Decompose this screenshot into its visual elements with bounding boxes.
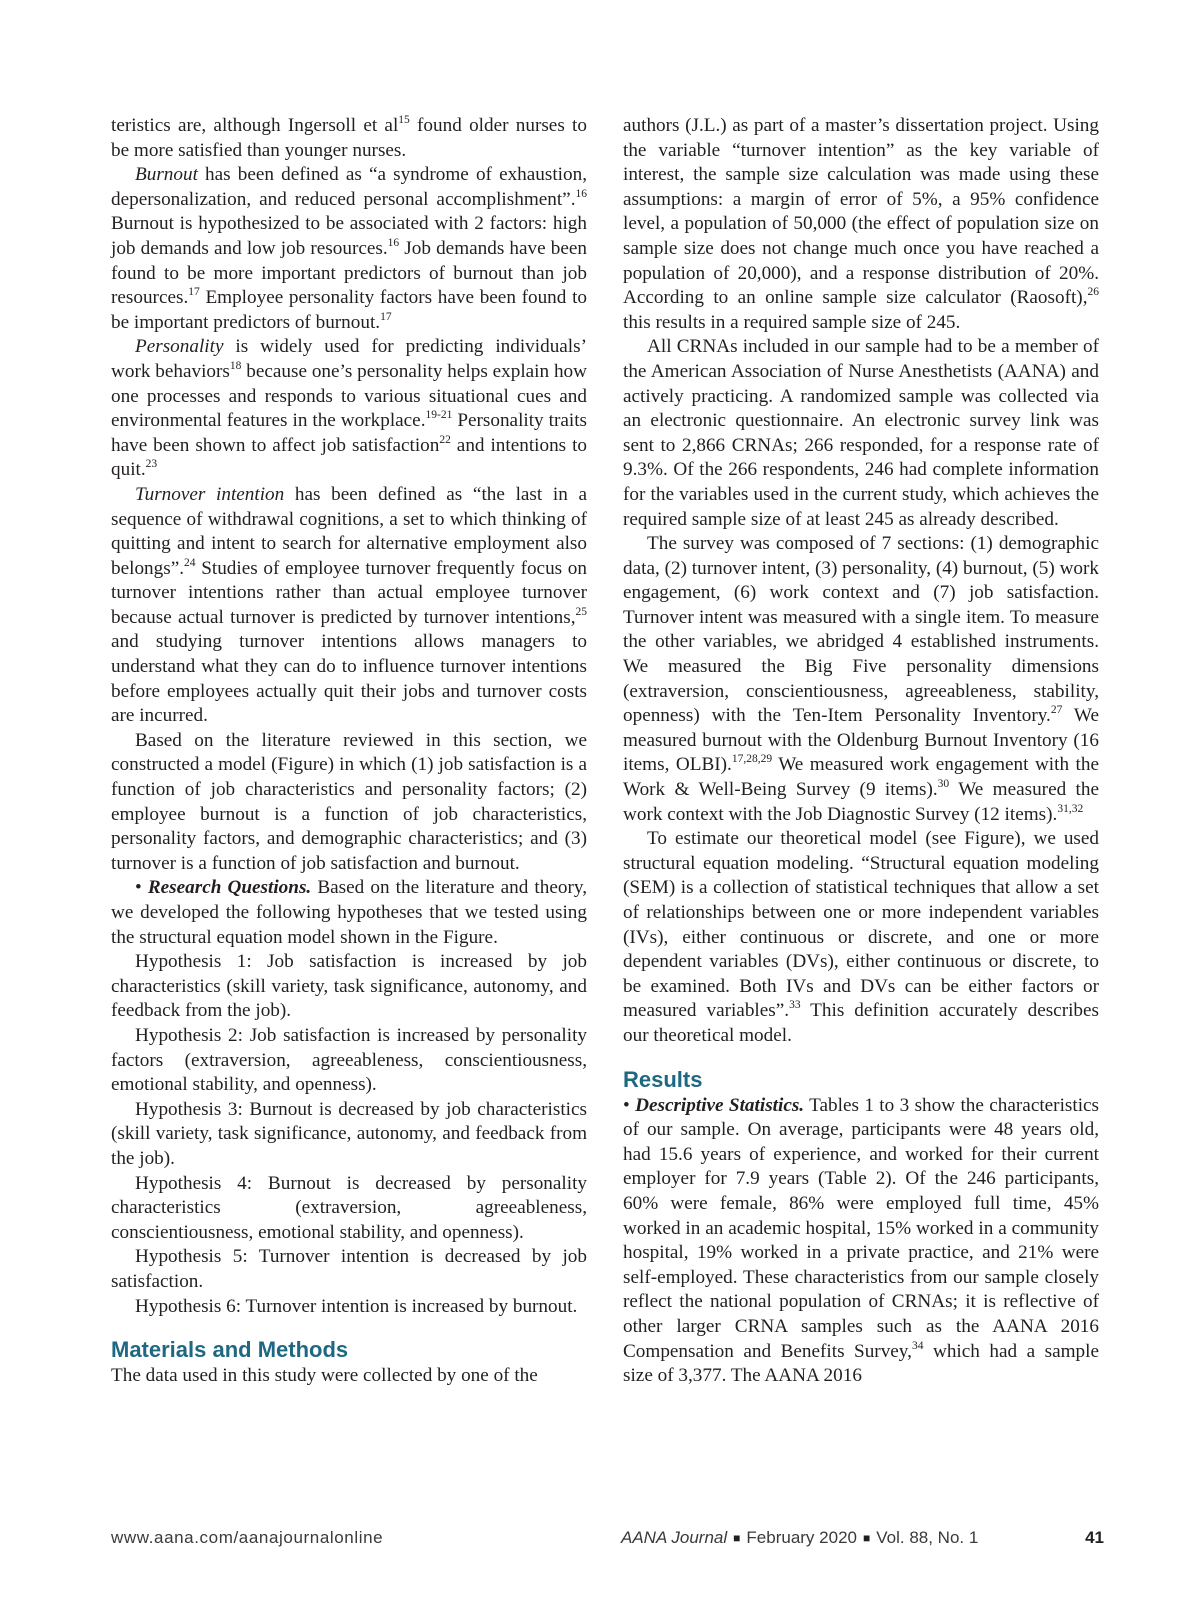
square-separator-icon: ■: [862, 1531, 871, 1545]
journal-name: AANA Journal: [621, 1528, 728, 1547]
footer-url[interactable]: www.aana.com/aanajournalonline: [111, 1528, 384, 1547]
paragraph-research-questions: • Research Questions. Based on the literature and theory, we developed the following hypotheses that we tested using the structural equation model shown in the Figure.: [111, 877, 587, 948]
volume-issue: Vol. 88, No. 1: [876, 1528, 979, 1547]
paragraph-model: Based on the literature reviewed in this section, we constructed a model (Figure) in which (1) job satisfaction is a function of job characteristics and personality factors; (2) employee burnout is a function of job characteristics, personality factors, and demographic characteristics; and (3) turnover is a function of job satisfaction and burnout.: [111, 729, 587, 874]
paragraph-sample: All CRNAs included in our sample had to be a member of the American Association of Nurse Anesthetists (AANA) and actively practicing. A randomized sample was collected via an electronic questionnaire. An electronic survey link was sent to 2,866 CRNAs; 266 responded, for a response rate of 9.3%. Of the 266 respondents, 246 had complete information for the variables used in the current study, which achieves the required sample size of at least 245 as already described.: [623, 336, 1099, 530]
bullet: •: [623, 1094, 630, 1116]
hypothesis-3: Hypothesis 3: Burnout is decreased by job characteristics (skill variety, task significance, autonomy, and feedback from the job).: [111, 1098, 587, 1169]
hypothesis-1: Hypothesis 1: Job satisfaction is increased by job characteristics (skill variety, task significance, autonomy, and feedback from the job).: [111, 951, 587, 1022]
term-turnover-intention: Turnover intention: [135, 483, 285, 505]
paragraph-personality: Personality is widely used for predicting individuals’ work behaviors$^{18}$ because one’s personality helps explain how one processes and responds to various situational cues and environmental features in the workplace.$^{19-21}$ Personality traits have been shown to affect job satisfaction$^{22}$ and intentions to quit.$^{23}$: [111, 336, 588, 481]
term-personality: Personality: [135, 336, 224, 358]
hypothesis-6: Hypothesis 6: Turnover intention is increased by burnout.: [135, 1295, 578, 1317]
paragraph-survey: The survey was composed of 7 sections: (1) demographic data, (2) turnover intent, (3) personality, (4) burnout, (5) work engagement, (6) work context and (7) job satisfaction. Turnover intent was measured with a single item. To measure the other variables, we abridged 4 established instruments. We measured the Big Five personality dimensions (extraversion, conscientiousness, agreeableness, stability, openness) with the Ten-Item Personality Inventory.$^{27}$ We measured burnout with the Oldenburg Burnout Inventory (16 items, OLBI).$^{17,28,29}$ We measured work engagement with the Work & Well-Being Survey (9 items).$^{30}$ We measured the work context with the Job Diagnostic Survey (12 items).$^{31,32}$: [623, 533, 1099, 825]
heading-descriptive-statistics: Descriptive Statistics.: [635, 1094, 805, 1116]
section-heading-materials-methods: Materials and Methods: [111, 1337, 349, 1363]
paragraph-sample-size: authors (J.L.) as part of a master’s dissertation project. Using the variable “turnover intention” as the key variable of interest, the sample size calculation was made using these assumptions: a margin of error of 5%, a 95% confidence level, a population of 50,000 (the effect of population size on sample size does not change much once you have reached a population of 20,000), and a response distribution of 20%. According to an online sample size calculator (Raosoft),$^{26}$ this results in a required sample size of 245.: [623, 115, 1099, 333]
hypothesis-4: Hypothesis 4: Burnout is decreased by personality characteristics (extraversion, agreeableness, conscientiousness, emotional stability, and openness).: [111, 1172, 587, 1243]
bullet: •: [135, 877, 142, 899]
left-column: [111, 114, 587, 1389]
paragraph-intro: teristics are, although Ingersoll et $al^{15}$ found older nurses to be more satisfied than younger nurses.: [111, 114, 587, 161]
paragraph-materials-start: The data used in this study were collected by one of the: [111, 1365, 538, 1387]
footer-journal-info: [621, 1528, 978, 1548]
page-number: 41: [1085, 1528, 1104, 1547]
paragraph-sem: To estimate our theoretical model (see Figure), we used structural equation modeling. “Structural equation modeling (SEM) is a collection of statistical techniques that allow a set of relationships between one or more independent variables (IVs), either continuous or discrete, and one or more dependent variables (DVs), either continuous or discrete, to be examined. Both IVs and DVs can be either factors or measured variables”.$^{33}$ This definition accurately describes our theoretical model.: [623, 828, 1099, 1046]
right-column: [623, 114, 1099, 1389]
hypothesis-2: Hypothesis 2: Job satisfaction is increased by personality factors (extraversion, agreeableness, conscientiousness, emotional stability, and openness).: [111, 1024, 587, 1096]
section-heading-results: Results: [623, 1066, 703, 1092]
paragraph-descriptive-statistics: • Descriptive Statistics. Tables 1 to 3 show the characteristics of our sample. On average, participants were 48 years old, had 15.6 years of experience, and worked for their current employer for 7.9 years (Table 2). Of the 246 participants, 60% were female, 86% were employed full time, 45% worked in an academic hospital, 15% worked in a community hospital, 19% worked in a private practice, and 21% were self-employed. These characteristics from our sample closely reflect the national population of CRNAs; it is reflective of other larger CRNA samples such as the AANA 2016 Compensation and Benefits Survey,$^{34}$ which had a sample size of 3,377. The AANA 2016: [623, 1094, 1100, 1387]
hypothesis-5: Hypothesis 5: Turnover intention is decreased by job satisfaction.: [111, 1246, 587, 1292]
term-burnout: Burnout: [135, 164, 198, 186]
paragraph-burnout: Burnout has been defined as “a syndrome of exhaustion, depersonalization, and reduced personal accomplishment”.$^{16}$ Burnout is hypothesized to be associated with 2 factors: high job demands and low job resources.$^{16}$ Job demands have been found to be more important predictors of burnout than job resources.$^{17}$ Employee personality factors have been found to be important predictors of burnout.$^{17}$: [111, 164, 587, 333]
issue-date: February 2020: [746, 1528, 857, 1547]
heading-research-questions: Research Questions.: [147, 877, 312, 899]
paragraph-turnover: Turnover intention has been defined as “the last in a sequence of withdrawal cognitions, a set to which thinking of quitting and intent to search for alternative employment also belongs”.$^{24}$ Studies of employee turnover frequently focus on turnover intentions rather than actual employee turnover because actual turnover is predicted by turnover intentions,$^{25}$ and studying turnover intentions allows managers to understand what they can do to influence turnover intentions before employees actually quit their jobs and turnover costs are incurred.: [111, 483, 587, 727]
square-separator-icon: ■: [733, 1531, 741, 1545]
